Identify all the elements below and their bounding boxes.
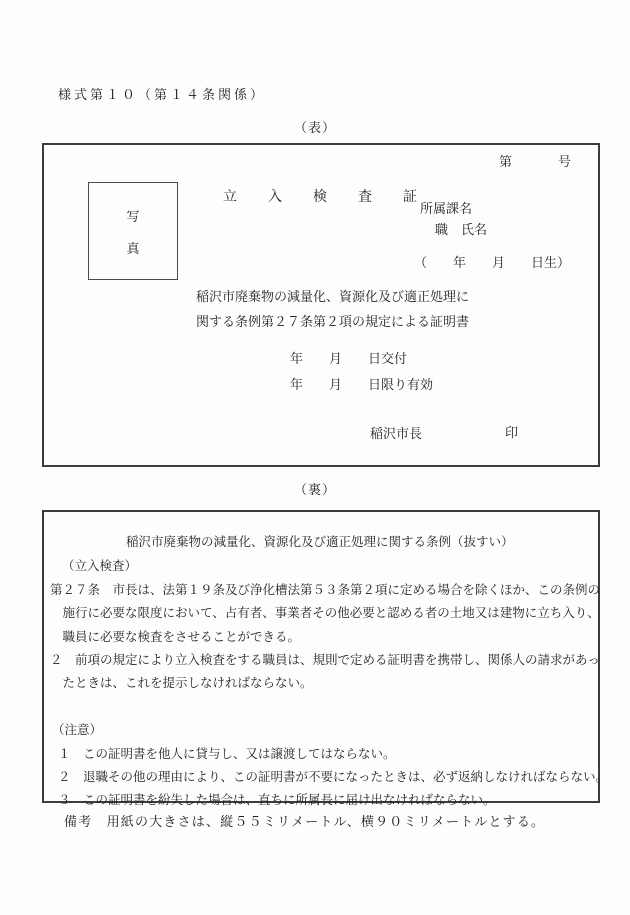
front-side-label: （表） [293,121,336,136]
form-number-heading: 様式第１０（第１４条関係） [58,88,267,103]
photo-label-char-2: 真 [126,241,140,257]
section-heading: （立入検査） [62,558,138,573]
notes-heading: （注意） [52,722,103,737]
position-name-label: 職 氏名 [435,223,488,238]
article-line: 職員に必要な検査をさせることができる。 [50,629,301,644]
ordinance-reference-line-2: 関する条例第２７条第２項の規定による証明書 [196,315,470,330]
remarks-line: 備考 用紙の大きさは、縦５５ミリメートル、横９０ミリメートルとする。 [64,815,546,830]
valid-until-line: 年 月 日限り有効 [290,378,434,393]
article-line: 施行に必要な限度において、占有者、事業者その他必要と認める者の土地又は建物に立ち入り、 [50,605,600,620]
article-line: たときは、これを提示しなければならない。 [50,675,313,690]
ordinance-reference-line-1: 稲沢市廃棄物の減量化、資源化及び適正処理に [196,290,470,305]
note-item: ３ この証明書を紛失した場合は、直ちに所属長に届け出なければならない。 [58,792,496,807]
doc-number-prefix: 第 [499,155,513,170]
ordinance-excerpt-title: 稲沢市廃棄物の減量化、資源化及び適正処理に関する条例（抜すい） [126,534,514,549]
back-card [42,510,609,807]
article-line: ２ 前項の規定により立入検査をする職員は、規則で定める証明書を携帯し、関係人の請求があっ [50,652,600,667]
front-card [42,143,600,467]
back-side-label: （裏） [293,483,336,498]
birthdate-label: （ 年 月 日生） [414,256,571,271]
note-item: １ この証明書を他人に貸与し、又は譲渡してはならない。 [58,746,396,761]
photo-label-char-1: 写 [126,209,140,225]
issue-date-line: 年 月 日交付 [290,352,408,367]
doc-number-suffix: 号 [558,155,572,170]
department-label: 所属課名 [420,202,473,217]
seal-mark: 印 [505,426,519,441]
article-line: 第２７条 市長は、法第１９条及び浄化槽法第５３条第２項に定める場合を除くほか、この条例の [50,582,601,597]
mayor-label: 稲沢市長 [370,427,423,442]
note-item: ２ 退職その他の理由により、この証明書が不要になったときは、必ず返納しなければならない。 [58,769,609,784]
certificate-title: 立 入 検 査 証 [223,189,418,205]
photo-placeholder-box [88,182,178,280]
